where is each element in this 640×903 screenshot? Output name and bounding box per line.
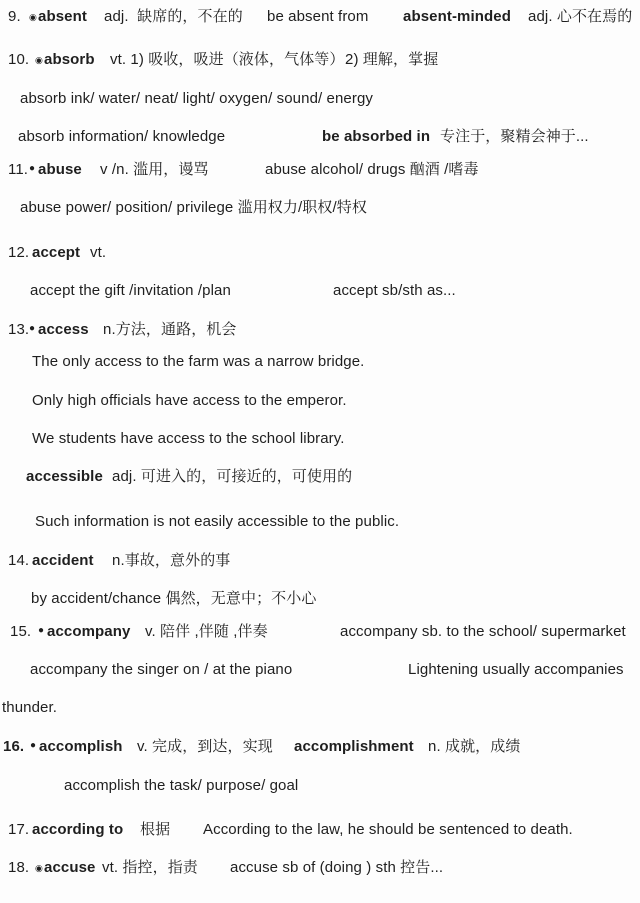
text-run: 根据 [140,821,171,838]
text-run: absorb ink/ water/ neat/ light/ oxygen/ sound/ energy [20,90,374,107]
text-run: abuse power/ position/ privilege 滥用权力/职权/特权 [20,199,367,216]
doc-line [0,391,640,412]
text-run: 10. [8,51,30,68]
doc-line [0,622,640,643]
text-run: abuse alcohol/ drugs 酗酒 /嗜毒 [265,161,479,178]
text-run: adj. 缺席的，不在的 [104,8,243,25]
text-run: accept the gift /invitation /plan [30,282,231,299]
entry-word: accompany [47,623,131,640]
text-run: The only access to the farm was a narrow bridge. [32,353,365,370]
doc-line [0,512,640,533]
text-run: According to the law, he should be sentenced to death. [203,821,573,838]
text-run: accuse sb of (doing ) sth 控告... [230,859,444,876]
doc-line [0,50,640,71]
dot-bullet-icon: ● [38,625,45,636]
text-run: accept sb/sth as... [333,282,456,299]
entry-word: accuse [44,859,96,876]
entry-word: accept [32,244,81,261]
doc-line [0,89,640,110]
entry-word: accessible [26,468,103,485]
doc-line [0,127,640,148]
text-run: accompany sb. to the school/ supermarket [340,623,626,640]
doc-line [0,198,640,219]
text-run: Lightening usually accompanies [408,661,624,678]
text-run: 12. [8,244,30,261]
entry-word: accomplish [39,738,123,755]
text-run: Such information is not easily accessible to the public. [35,513,400,530]
text-run: be absent from [267,8,369,25]
text-run: n.事故，意外的事 [112,552,231,569]
text-run: 11. [8,161,29,178]
doc-line [0,352,640,373]
entry-word: absent-minded [403,8,511,25]
doc-line [0,160,640,181]
text-run: n.方法，通路，机会 [103,321,237,338]
doc-line [0,698,640,719]
text-run: vt. 指控，指责 [102,859,198,876]
dot-bullet-icon: ● [29,163,36,174]
ring-bullet-icon: ◉ [29,12,37,22]
text-run: accomplish the task/ purpose/ goal [64,777,299,794]
text-run: 13. [8,321,30,338]
dot-bullet-icon: ● [30,740,37,751]
text-run: adj. 心不在焉的 [528,8,633,25]
doc-line [0,429,640,450]
doc-line [0,467,640,488]
text-run: 14. [8,552,30,569]
text-run: accompany the singer on / at the piano [30,661,293,678]
doc-line [0,243,640,264]
text-run: thunder. [2,699,58,716]
entry-word: access [38,321,89,338]
entry-word: accident [32,552,94,569]
entry-word: 16. [3,738,25,755]
entry-word: accomplishment [294,738,414,755]
entry-word: absent [38,8,87,25]
text-run: adj. 可进入的，可接近的，可使用的 [112,468,353,485]
text-run: 15. [10,623,32,640]
text-run: v /n. 滥用，谩骂 [100,161,209,178]
text-run: vt. [90,244,107,261]
text-run: v. 陪伴 ,伴随 ,伴奏 [145,623,268,640]
doc-line [0,737,640,758]
doc-line [0,320,640,341]
ring-bullet-icon: ◉ [35,863,43,873]
doc-line [0,820,640,841]
text-run: We students have access to the school library. [32,430,345,447]
entry-word: be absorbed in [322,128,431,145]
text-run: 17. [8,821,30,838]
doc-line [0,551,640,572]
doc-line [0,660,640,681]
text-run: 2) 理解，掌握 [345,51,439,68]
text-run: absorb information/ knowledge [18,128,226,145]
dot-bullet-icon: ● [29,323,36,334]
text-run: 9. [8,8,21,25]
entry-word: abuse [38,161,82,178]
doc-line [0,776,640,797]
text-run: 专注于，聚精会神于... [440,128,589,145]
text-run: n. 成就，成绩 [428,738,521,755]
entry-word: absorb [44,51,95,68]
entry-word: according to [32,821,124,838]
doc-line [0,858,640,879]
text-run: by accident/chance 偶然，无意中；不小心 [31,590,317,607]
doc-line [0,589,640,610]
doc-line [0,281,640,302]
doc-line [0,7,640,28]
text-run: v. 完成，到达，实现 [137,738,273,755]
text-run: vt. 1) 吸收，吸进（液体，气体等） [110,51,345,68]
text-run: 18. [8,859,30,876]
ring-bullet-icon: ◉ [35,55,43,65]
text-run: Only high officials have access to the emperor. [32,392,347,409]
